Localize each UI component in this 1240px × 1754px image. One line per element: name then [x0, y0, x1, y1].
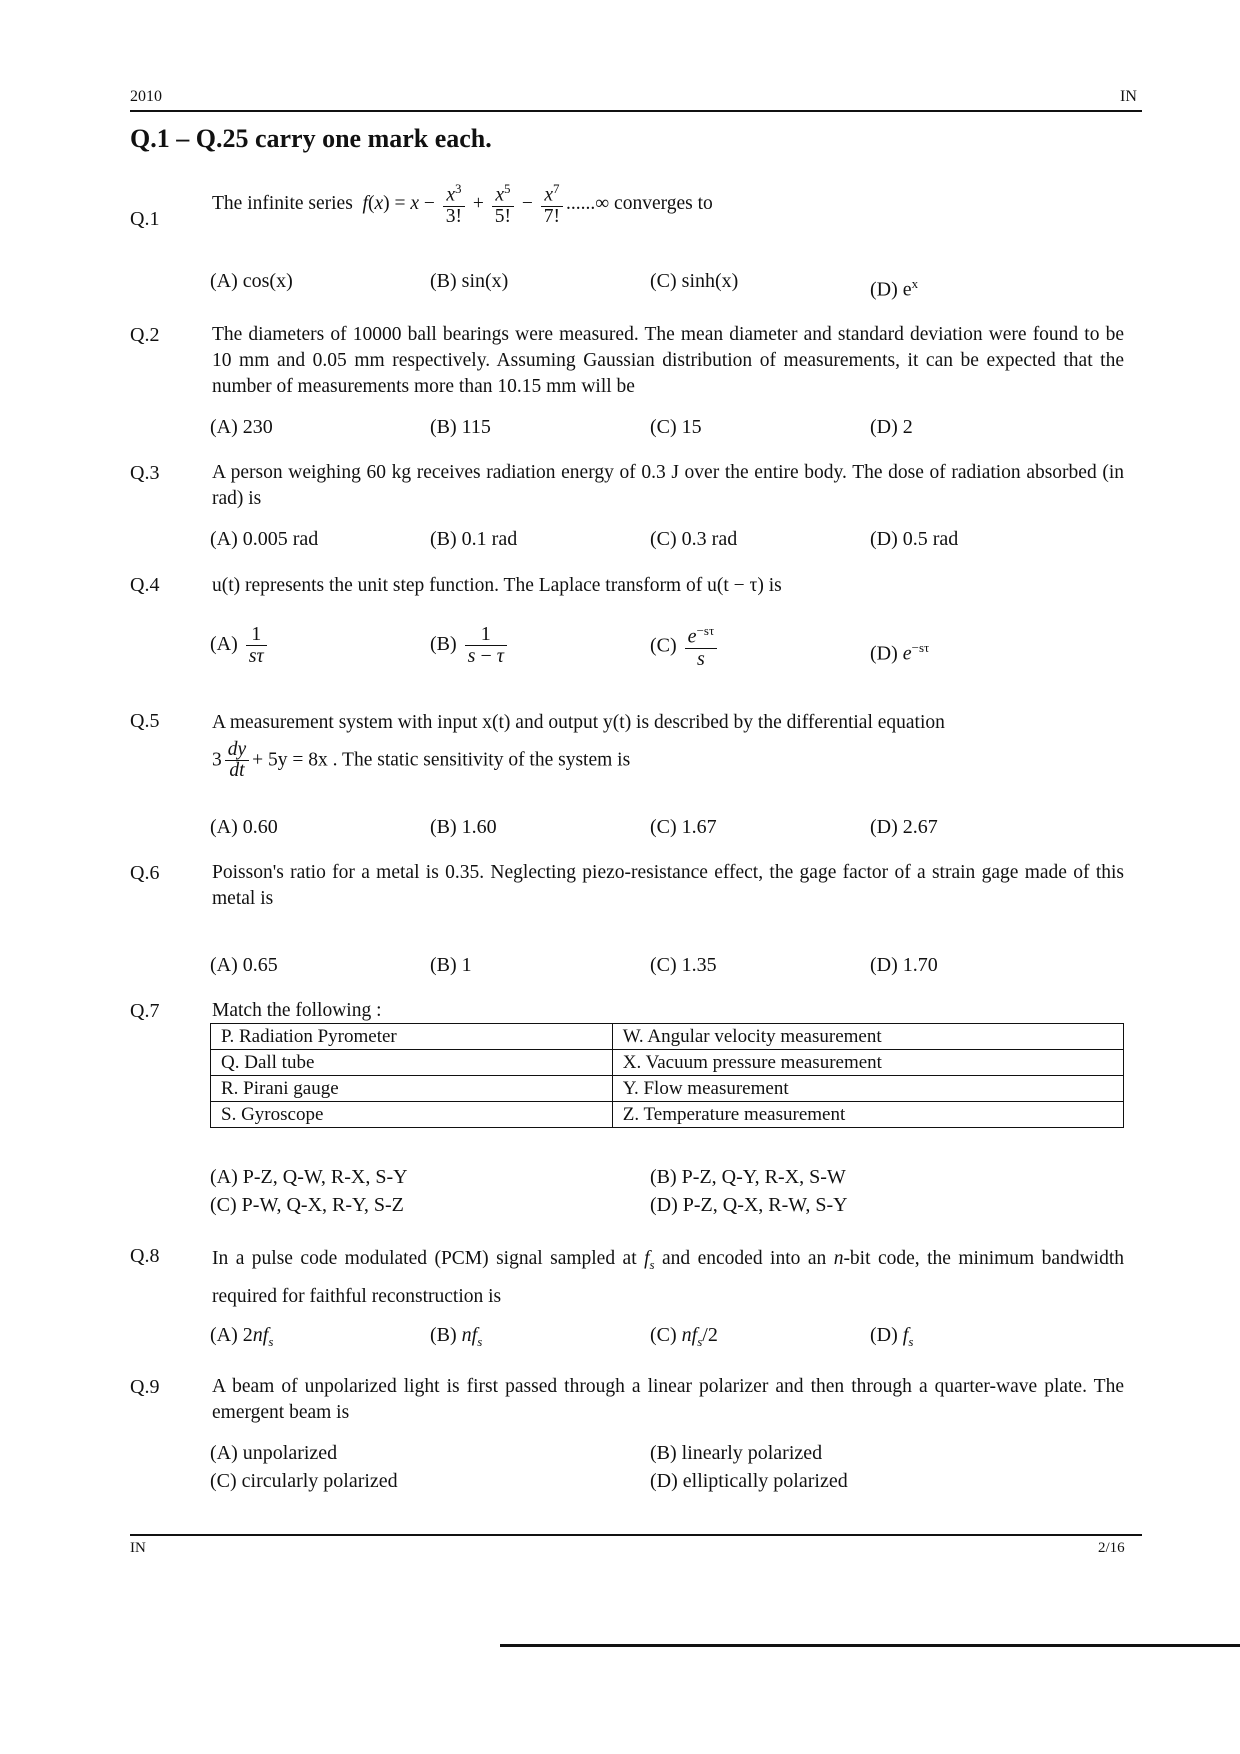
q1-text: The infinite series f(x) = x − $\frac{x^3}{3!}$ + $\frac{x^5}{5!}$ − $\frac{x^7}{7!}$ ......∞ converges to — [212, 181, 713, 227]
q7-text: Match the following : — [212, 1000, 382, 1021]
q7-right-cell: Y. Flow measurement — [612, 1076, 1123, 1102]
section-title: Q.1 – Q.25 carry one mark each. — [130, 124, 492, 153]
q5-option-d[interactable]: (D) 2.67 — [870, 816, 938, 838]
table-row — [211, 1076, 1124, 1102]
q9-number: Q.9 — [130, 1376, 160, 1398]
q8-option-a-label: (A) — [210, 1324, 238, 1346]
q7-right-cell: X. Vacuum pressure measurement — [612, 1050, 1123, 1076]
q5-number: Q.5 — [130, 710, 160, 732]
q8-option-c-label: (C) — [650, 1324, 677, 1346]
q7-option-a[interactable]: (A) P-Z, Q-W, R-X, S-Y — [210, 1166, 408, 1188]
q5-equation: 3 $\frac{dy}{dt}$ + 5y = 8x . The static sensitivity of the system is — [212, 739, 631, 782]
q1-option-d-label: (D) e — [870, 278, 912, 301]
q6-option-d[interactable]: (D) 1.70 — [870, 954, 938, 976]
q5-equation-tail: + 5y = 8x . The static sensitivity of the system is — [252, 749, 631, 771]
q7-left-cell: R. Pirani gauge — [211, 1076, 613, 1102]
q1-option-d[interactable] — [870, 276, 918, 302]
q5-text: A measurement system with input x(t) and output y(t) is described by the differential equation — [212, 712, 945, 733]
q5-option-c[interactable]: (C) 1.67 — [650, 816, 717, 838]
q8-number: Q.8 — [130, 1245, 160, 1267]
q6-number: Q.6 — [130, 862, 160, 884]
q3-text: A person weighing 60 kg receives radiation energy of 0.3 J over the entire body. The dose of radiation absorbed (in rad) is — [212, 462, 1124, 509]
header-year: 2010 — [130, 88, 162, 105]
q4-text: u(t) represents the unit step function. The Laplace transform of u(t − τ) is — [212, 575, 782, 596]
q1-option-c[interactable]: (C) sinh(x) — [650, 270, 739, 292]
q8-option-d[interactable]: (D) $f_s$ — [870, 1324, 914, 1349]
q8-text-c: -bit code, the minimum bandwidth required for faithful reconstruction is — [212, 1248, 1124, 1307]
q7-right-cell: W. Angular velocity measurement — [612, 1024, 1123, 1050]
q9-option-b[interactable]: (B) linearly polarized — [650, 1442, 823, 1464]
q7-match-table — [210, 1023, 1124, 1128]
q8-text-b: and encoded into an — [662, 1248, 827, 1269]
table-row — [211, 1024, 1124, 1050]
q3-option-c[interactable]: (C) 0.3 rad — [650, 528, 738, 550]
q2-option-c[interactable]: (C) 15 — [650, 416, 702, 438]
q4-option-a-label: (A) — [210, 633, 238, 656]
q9-text: A beam of unpolarized light is first passed through a linear polarizer and then through a quarter-wave plate. The emergent beam is — [212, 1376, 1124, 1423]
q8-text-a: In a pulse code modulated (PCM) signal sampled at — [212, 1248, 637, 1269]
q4-option-b-label: (B) — [430, 633, 457, 656]
q4-option-c-label: (C) — [650, 634, 677, 657]
q2-text: The diameters of 10000 ball bearings were measured. The mean diameter and standard deviation were found to be 10 mm and 0.05 mm respectively. Assuming Gaussian distribution of measurements, it can be expected that the number of measurements more than 10.15 mm will be — [212, 324, 1124, 397]
q4-option-c[interactable]: (C) $\frac{e^{-s\tau}}{s}$ — [650, 624, 720, 670]
q4-option-a[interactable]: (A) $\frac{1}{s\tau}$ — [210, 624, 270, 667]
q5-option-a[interactable]: (A) 0.60 — [210, 816, 278, 838]
q3-option-d[interactable]: (D) 0.5 rad — [870, 528, 959, 550]
q6-option-a[interactable]: (A) 0.65 — [210, 954, 278, 976]
q2-option-b[interactable]: (B) 115 — [430, 416, 491, 438]
q7-left-cell: S. Gyroscope — [211, 1102, 613, 1128]
q7-option-d[interactable]: (D) P-Z, Q-X, R-W, S-Y — [650, 1194, 848, 1216]
header-paper-code: IN — [1120, 88, 1137, 105]
q2-option-a[interactable]: (A) 230 — [210, 416, 273, 438]
q1-option-d-sup: x — [911, 276, 919, 291]
q7-option-c[interactable]: (C) P-W, Q-X, R-Y, S-Z — [210, 1194, 404, 1216]
q3-option-a[interactable]: (A) 0.005 rad — [210, 528, 319, 550]
table-row — [211, 1102, 1124, 1128]
footer-paper-code: IN — [130, 1540, 146, 1556]
q2-number: Q.2 — [130, 324, 160, 346]
q6-option-b[interactable]: (B) 1 — [430, 954, 472, 976]
q7-option-b[interactable]: (B) P-Z, Q-Y, R-X, S-W — [650, 1166, 846, 1188]
q4-option-d[interactable]: (D) $e^{-s\tau}$ — [870, 640, 930, 665]
q9-option-a[interactable]: (A) unpolarized — [210, 1442, 338, 1464]
q9-option-d[interactable]: (D) elliptically polarized — [650, 1470, 848, 1492]
q3-option-b[interactable]: (B) 0.1 rad — [430, 528, 518, 550]
q7-left-cell: P. Radiation Pyrometer — [211, 1024, 613, 1050]
q3-number: Q.3 — [130, 462, 160, 484]
q6-text: Poisson's ratio for a metal is 0.35. Neglecting piezo-resistance effect, the gage factor of a strain gage made of this metal is — [212, 862, 1124, 909]
q2-option-d[interactable]: (D) 2 — [870, 416, 913, 438]
q7-number: Q.7 — [130, 1000, 160, 1022]
table-row — [211, 1050, 1124, 1076]
q5-option-b[interactable]: (B) 1.60 — [430, 816, 497, 838]
footer-rule — [130, 1534, 1142, 1536]
q6-option-c[interactable]: (C) 1.35 — [650, 954, 717, 976]
q4-number: Q.4 — [130, 574, 160, 596]
q4-option-b[interactable]: (B) $\frac{1}{s - \tau}$ — [430, 624, 510, 667]
q9-option-c[interactable]: (C) circularly polarized — [210, 1470, 398, 1492]
q1-option-a[interactable]: (A) cos(x) — [210, 270, 293, 292]
q4-option-d-label: (D) — [870, 642, 898, 665]
q1-option-b[interactable]: (B) sin(x) — [430, 270, 509, 292]
q7-right-cell: Z. Temperature measurement — [612, 1102, 1123, 1128]
scan-artifact-line — [500, 1644, 1240, 1647]
q7-left-cell: Q. Dall tube — [211, 1050, 613, 1076]
footer-page-number: 2/16 — [1098, 1540, 1125, 1556]
q1-lead: The infinite series — [212, 193, 353, 215]
q1-number: Q.1 — [130, 208, 160, 230]
q8-option-b[interactable]: (B) $nf_s$ — [430, 1324, 483, 1349]
q8-option-a[interactable]: (A) $2nf_s$ — [210, 1324, 274, 1349]
q1-tail: ......∞ converges to — [566, 193, 713, 215]
header-rule — [130, 110, 1142, 112]
q8-option-b-label: (B) — [430, 1324, 457, 1346]
q8-option-d-label: (D) — [870, 1324, 898, 1346]
q8-text: In a pulse code modulated (PCM) signal sampled at $f_s$ and encoded into an n-bit code, the minimum bandwidth required for faithful reconstruction is — [212, 1248, 1124, 1307]
q8-option-c[interactable]: (C) $nf_s/2$ — [650, 1324, 718, 1349]
